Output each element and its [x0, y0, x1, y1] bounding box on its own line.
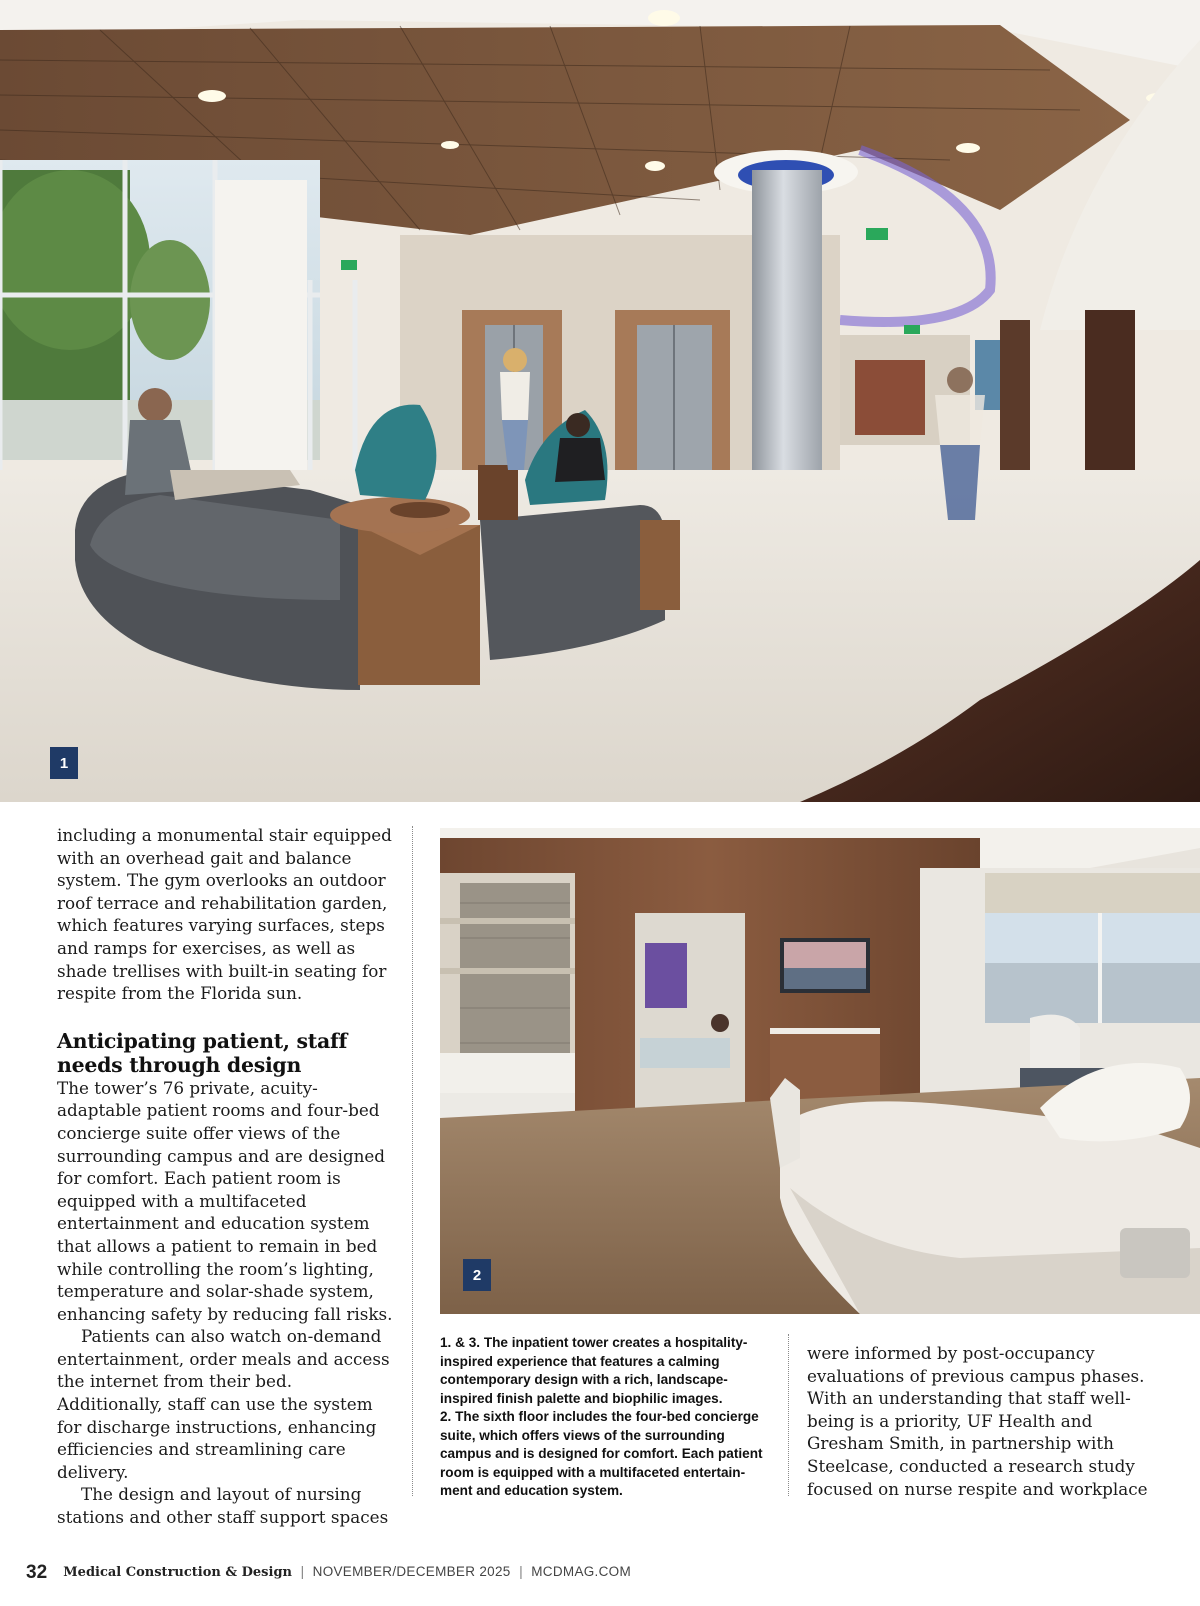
column-divider [412, 826, 413, 1496]
article-left-column [57, 824, 397, 1529]
figure-number-badge: 2 [463, 1259, 491, 1291]
photo-caption [440, 1334, 770, 1501]
issue-date: NOVEMBER/DECEMBER 2025 [312, 1564, 511, 1579]
lobby-photo [0, 0, 1200, 802]
footer-separator: | [300, 1565, 305, 1580]
patient-room-photo [440, 828, 1200, 1314]
article-right-column [807, 1342, 1152, 1500]
caption-text: 1. & 3. The inpatient tower creates a hospitality-inspired experience that features a calming contemporary design with a rich, landscape-inspired finish palette and biophilic images. [440, 1335, 748, 1406]
figure-number-badge: 1 [50, 747, 78, 779]
body-paragraph: The design and layout of nursing stations and other staff support spaces [57, 1484, 389, 1528]
caption-text: 2. The sixth floor includes the four-bed concierge suite, which offers views of the surrounding campus and is designed for comfort. Each patient room is equipped with a multifaceted entertain-ment and education system. [440, 1409, 763, 1498]
footer-separator: | [518, 1565, 524, 1580]
patient-room-illustration [440, 828, 1200, 1314]
lobby-photo-illustration [0, 0, 1200, 802]
website-link[interactable]: MCDMAG.COM [531, 1564, 631, 1579]
body-paragraph: including a monumental stair equipped with an overhead gait and balance system. The gym overlooks an outdoor roof terrace and rehabilitation garden, which features varying surfaces, steps and ramps for exercises, as well as shade trellises with built-in seating for respite from the Florida sun. [57, 825, 392, 1004]
page-footer [26, 1562, 631, 1584]
column-divider [788, 1334, 789, 1496]
section-heading: Anticipating patient, staff needs through design [57, 1028, 347, 1077]
page-number: 32 [26, 1562, 48, 1583]
body-paragraph: Patients can also watch on-demand entertainment, order meals and access the internet from their bed. Additionally, staff can use the system for discharge instructions, enhancing efficiencies and streamlining care delivery. [57, 1326, 390, 1482]
body-paragraph: were informed by post-occupancy evaluations of previous campus phases. With an understanding that staff well-being is a priority, UF Health and Gresham Smith, in partnership with Steelcase, conducted a research study focused on nurse respite and workplace [807, 1343, 1148, 1499]
magazine-name: Medical Construction & Design [63, 1565, 292, 1580]
body-paragraph: The tower’s 76 private, acuity-adaptable patient rooms and four-bed concierge suite offer views of the surrounding campus and are designed for comfort. Each patient room is equipped with a multifaceted entertainment and education system that allows a patient to remain in bed while controlling the room’s lighting, temperature and solar-shade system, enhancing safety by reducing fall risks. [57, 1077, 393, 1324]
